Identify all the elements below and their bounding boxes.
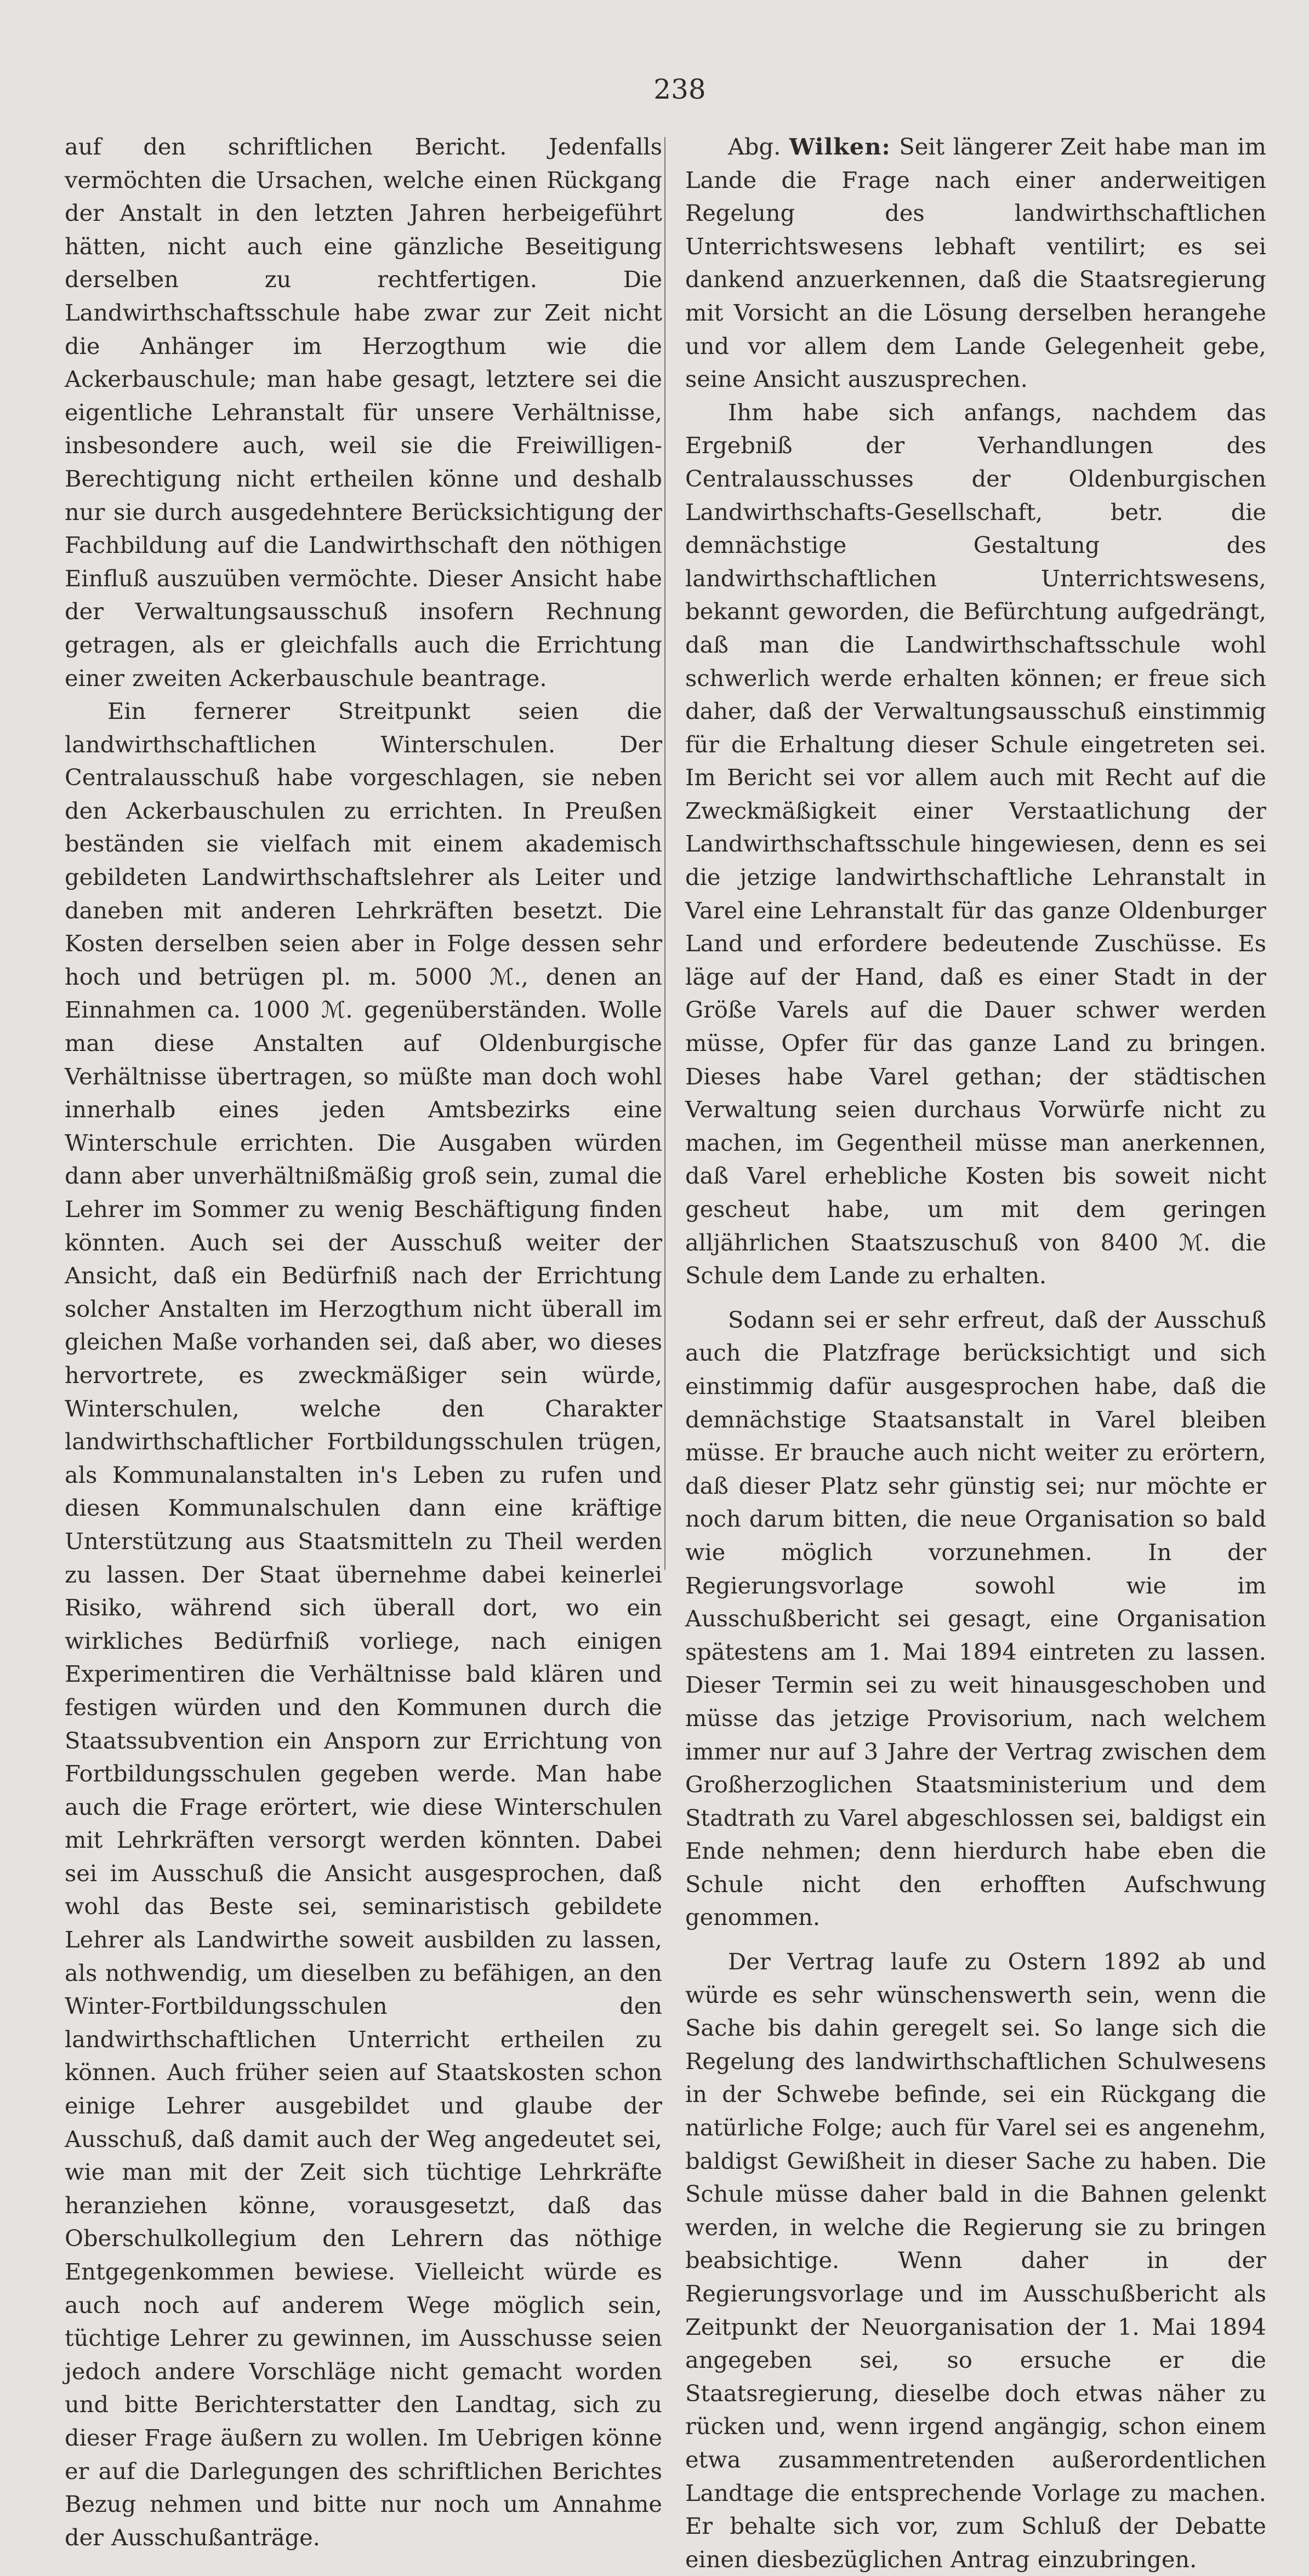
paragraph: Der Vertrag laufe zu Ostern 1892 ab und würde es sehr wünschenswerth sein, wenn die Sache bis dahin geregelt sei. So lange sich die Regelung des landwirthschaftlichen Schulwesens in der Schwebe befinde, sei ein Rückgang die natürliche Folge; auch für Varel sei es angenehm, baldigst Gewißheit in dieser Sache zu haben. Die Schule müsse daher bald in die Bahnen gelenkt werden, in welche die Regierung sie zu bringen beabsichtige. Wenn daher in der Regierungsvorlage und im Ausschußbericht als Zeitpunkt der Neuorganisation der 1. Mai 1894 angegeben sei, so ersuche er die Staatsregierung, dieselbe doch etwas näher zu rücken und, wenn irgend angängig, schon einem etwa zusammentretenden außerordentlichen Landtage die entsprechende Vorlage zu machen. Er behalte sich vor, zum Schluß der Debatte einen diesbezüglichen Antrag einzubringen. (685, 1948, 1266, 2573)
paragraph: Sodann sei er sehr erfreut, daß der Ausschuß auch die Platzfrage berücksichtigt und sich einstimmig dafür ausgesprochen habe, daß die demnächstige Staatsanstalt in Varel bleiben müsse. Er brauche auch nicht weiter zu erörtern, daß dieser Platz sehr günstig sei; nur möchte er noch darum bitten, die neue Organisation so bald wie möglich vorzunehmen. In der Regierungsvorlage sowohl wie im Ausschußbericht sei gesagt, eine Organisation spätestens am 1. Mai 1894 eintreten zu lassen. Dieser Termin sei zu weit hinausgeschoben und müsse das jetzige Provisorium, nach welchem immer nur auf 3 Jahre der Vertrag zwischen dem Großherzoglichen Staatsministerium und dem Stadtrath zu Varel abgeschlossen sei, baldigst ein Ende nehmen; denn hierdurch habe eben die Schule nicht den erhofften Aufschwung genommen. (685, 1306, 1266, 1931)
column-divider (664, 137, 665, 1570)
left-column (65, 130, 662, 2554)
paragraph: Ihm habe sich anfangs, nachdem das Ergebniß der Verhandlungen des Centralausschusses der Oldenburgischen Landwirthschafts-Gesellschaft, betr. die demnächstige Gestaltung des landwirthschaftlichen Unterrichtswesens, bekannt geworden, die Befürchtung aufgedrängt, daß man die Landwirthschaftsschule wohl schwerlich werde erhalten können; er freue sich daher, daß der Verwaltungsausschuß einstimmig für die Erhaltung dieser Schule eingetreten sei. Im Bericht sei vor allem auch mit Recht auf die Zweckmäßigkeit einer Verstaatlichung der Landwirthschaftsschule hingewiesen, denn es sei die jetzige landwirthschaftliche Lehranstalt in Varel eine Lehranstalt für das ganze Oldenburger Land und erfordere bedeutende Zuschüsse. Es läge auf der Hand, daß es einer Stadt in der Größe Varels auf die Dauer schwer werden müsse, Opfer für das ganze Land zu bringen. Dieses habe Varel gethan; der städtischen Verwaltung seien durchaus Vorwürfe nicht zu machen, im Gegentheil müsse man anerkennen, daß Varel erhebliche Kosten bis soweit nicht gescheut habe, um mit dem geringen alljährlichen Staatszuschuß von 8400 ℳ. die Schule dem Lande zu erhalten. (685, 398, 1266, 1289)
paragraph: Ein fernerer Streitpunkt seien die landwirthschaftlichen Winterschulen. Der Centralausschuß habe vorgeschlagen, sie neben den Ackerbauschulen zu errichten. In Preußen beständen sie vielfach mit einem akademisch gebildeten Landwirthschaftslehrer als Leiter und daneben mit anderen Lehrkräften besetzt. Die Kosten derselben seien aber in Folge dessen sehr hoch und betrügen pl. m. 5000 ℳ., denen an Einnahmen ca. 1000 ℳ. gegenüberständen. Wolle man diese Anstalten auf Oldenburgische Verhältnisse übertragen, so müßte man doch wohl innerhalb eines jeden Amtsbezirks eine Winterschule errichten. Die Ausgaben würden dann aber unverhältnißmäßig groß sein, zumal die Lehrer im Sommer zu wenig Beschäftigung finden könnten. Auch sei der Ausschuß weiter der Ansicht, daß ein Bedürfniß nach der Errichtung solcher Anstalten im Herzogthum nicht überall im gleichen Maße vorhanden sei, daß aber, wo dieses hervortrete, es zweckmäßiger sein würde, Winterschulen, welche den Charakter landwirthschaftlicher Fortbildungsschulen trügen, als Kommunalanstalten in's Leben zu rufen und diesen Kommunalschulen dann eine kräftige Unterstützung aus Staatsmitteln zu Theil werden zu lassen. Der Staat übernehme dabei keinerlei Risiko, während sich überall dort, wo ein wirkliches Bedürfniß vorliege, nach einigen Experimentiren die Verhältnisse bald klären und festigen würden und den Kommunen durch die Staatssubvention ein Ansporn zur Errichtung von Fortbildungsschulen gegeben werde. Man habe auch die Frage erörtert, wie diese Winterschulen mit Lehrkräften versorgt werden könnten. Dabei sei im Ausschuß die Ansicht ausgesprochen, daß wohl das Beste sei, seminaristisch gebildete Lehrer als Landwirthe soweit ausbilden zu lassen, als nothwendig, um dieselben zu befähigen, an den Winter-Fortbildungsschulen den landwirthschaftlichen Unterricht ertheilen zu können. Auch früher seien auf Staatskosten schon einige Lehrer ausgebildet und glaube der Ausschuß, daß damit auch der Weg angedeutet sei, wie man mit der Zeit sich tüchtige Lehrkräfte heranziehen könne, vorausgesetzt, daß das Oberschulkollegium den Lehrern das nöthige Entgegenkommen bewiese. Vielleicht würde es auch noch auf anderem Wege möglich sein, tüchtige Lehrer zu gewinnen, im Ausschusse seien jedoch andere Vorschläge nicht gemacht worden und bitte Berichterstatter den Landtag, sich zu dieser Frage äußern zu wollen. Im Uebrigen könne er auf die Darlegungen des schriftlichen Berichtes Bezug nehmen und bitte nur noch um Annahme der Ausschußanträge. (65, 698, 662, 2551)
paragraph: auf den schriftlichen Bericht. Jedenfalls vermöchten die Ursachen, welche einen Rückgang der Anstalt in den letzten Jahren herbeigeführt hätten, nicht auch eine gänzliche Beseitigung derselben zu rechtfertigen. Die Landwirthschaftsschule habe zwar zur Zeit nicht die Anhänger im Herzogthum wie die Ackerbauschule; man habe gesagt, letztere sei die eigentliche Lehranstalt für unsere Verhältnisse, insbesondere auch, weil sie die Freiwilligen-Berechtigung nicht ertheilen könne und deshalb nur sie durch ausgedehntere Berücksichtigung der Fachbildung auf die Landwirthschaft den nöthigen Einfluß auszuüben vermöchte. Dieser Ansicht habe der Verwaltungsausschuß insofern Rechnung getragen, als er gleichfalls auch die Errichtung einer zweiten Ackerbauschule beantrage. (65, 133, 662, 692)
speech-text: Seit längerer Zeit habe man im Lande die Frage nach einer anderweitigen Regelung des landwirthschaftlichen Unterrichtswesens lebhaft ventilirt; es sei dankend anzuerkennen, daß die Staatsregierung mit Vorsicht an die Lösung derselben herangehe und vor allem dem Lande Gelegenheit gebe, seine Ansicht auszusprechen. (685, 133, 1267, 393)
right-column (685, 130, 1266, 2576)
speech-opening (685, 130, 1266, 396)
speaker-title: Abg. (728, 133, 781, 160)
page-number: 238 (653, 73, 706, 105)
speaker-name: Wilken: (789, 133, 891, 160)
